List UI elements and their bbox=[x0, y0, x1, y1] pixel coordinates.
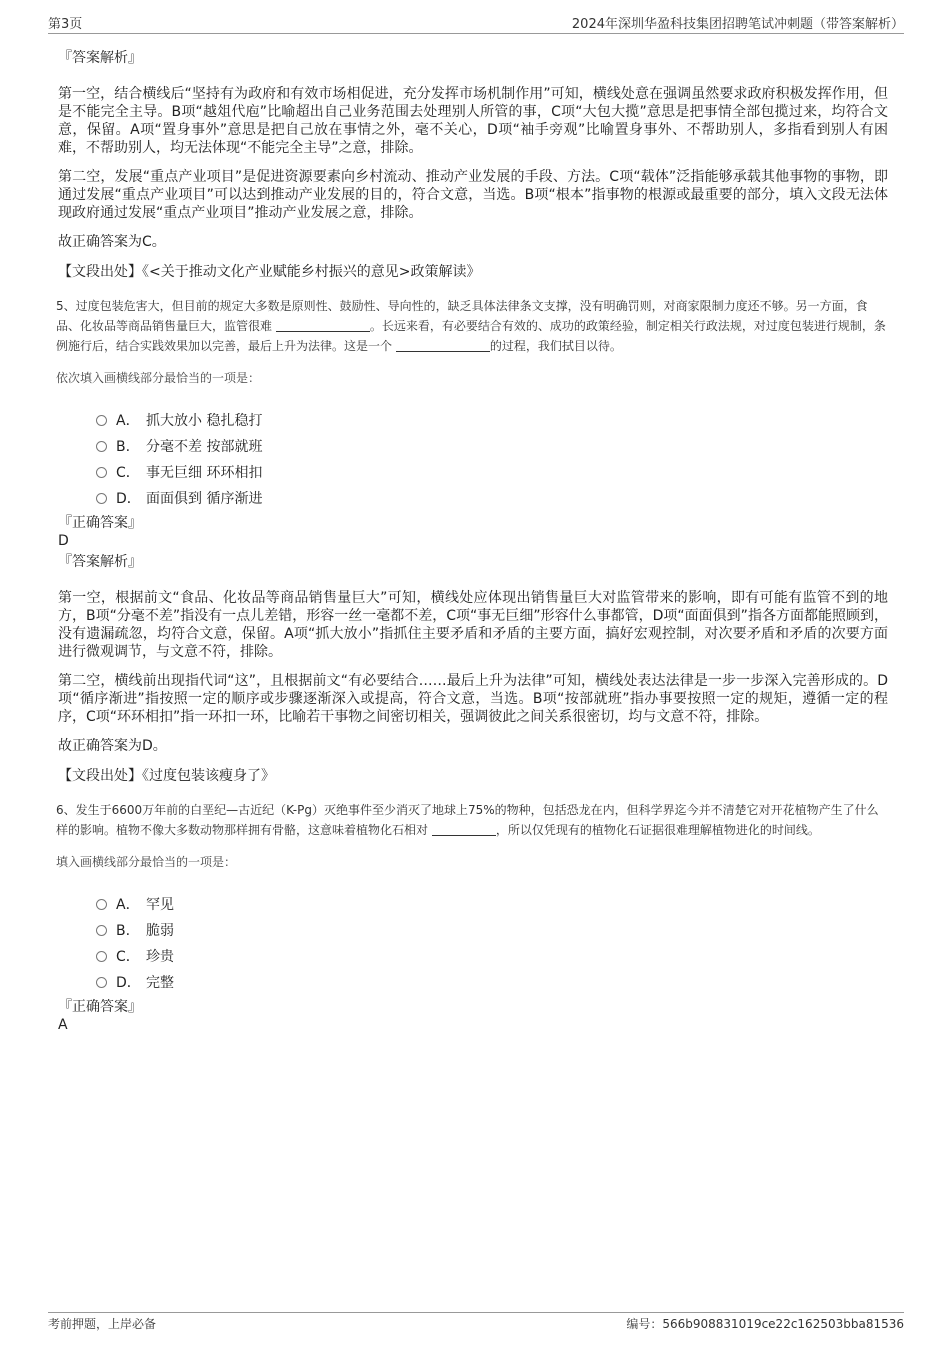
analysis-paragraph: 第二空，横线前出现指代词“这”，且根据前文“有必要结合……最后上升为法律”可知，横线处表达法律是一步一步深入完善形成的。D项“循序渐进”指按照一定的顺序或步骤逐渐深入或提高，符合文意，当选。B项“按部就班”指办事要按照一定的规矩，遵循一定的程序，C项“环环相扣”指一环扣一环，比喻若干事物之间密切相关，强调彼此之间关系很密切，均与文意不符，排除。 bbox=[58, 673, 888, 725]
correct-answer: A bbox=[58, 1017, 68, 1033]
radio-icon[interactable] bbox=[96, 951, 107, 962]
question-5-text: 5、过度包装危害大，但目前的规定大多数是原则性、鼓励性、导向性的，缺乏具体法律条文支撑，没有明确罚则，对商家限制力度还不够。另一方面，食品、化妆品等商品销售量巨大，监管很难 。长远来看，有必要结合有效的、成功的政策经验，制定相关行政法规，对过度包装进行规制，条例施行后，结合实践效果加以完善，最后上升为法律。这是一个 的过程，我们拭目以待。 bbox=[56, 299, 886, 353]
answer-conclusion: 故正确答案为D。 bbox=[58, 738, 167, 754]
option-b[interactable]: B. 脆弱 bbox=[96, 918, 888, 944]
passage-source: 【文段出处】《过度包装该瘦身了》 bbox=[58, 768, 275, 784]
page-footer bbox=[48, 1312, 904, 1333]
radio-icon[interactable] bbox=[96, 925, 107, 936]
radio-icon[interactable] bbox=[96, 467, 107, 478]
analysis-heading: 『答案解析』 bbox=[58, 50, 142, 66]
analysis-paragraph: 第二空，发展“重点产业项目”是促进资源要素向乡村流动、推动产业发展的手段、方法。C项“载体”泛指能够承载其他事物的事物，即通过发展“重点产业项目”可以达到推动产业发展的目的，符合文意，当选。B项“根本”指事物的根源或最重要的部分，填入文段无法体现政府通过发展“重点产业项目”推动产业发展之意，排除。 bbox=[58, 169, 888, 221]
fill-blank bbox=[276, 317, 370, 332]
radio-icon[interactable] bbox=[96, 899, 107, 910]
analysis-heading: 『答案解析』 bbox=[58, 554, 142, 570]
option-a[interactable]: A． 罕见 bbox=[96, 892, 888, 918]
analysis-paragraph: 第一空，结合横线后“坚持有为政府和有效市场相促进，充分发挥市场机制作用”可知，横线处意在强调虽然要求政府积极发挥作用，但是不能完全主导。B项“越俎代庖”比喻超出自己业务范围去处理别人所管的事，C项“大包大揽”意思是把事情全部包揽过来，均符合文意，保留。A项“置身事外”意思是把自己放在事情之外，毫不关心，D项“袖手旁观”比喻置身事外、不帮助别人，多指看到别人有困难，不帮助别人，均无法体现“不能完全主导”之意，排除。 bbox=[58, 86, 888, 156]
passage-source: 【文段出处】《<关于推动文化产业赋能乡村振兴的意见>政策解读》 bbox=[58, 264, 481, 280]
fill-blank bbox=[396, 337, 490, 352]
question-6-text: 6、发生于6600万年前的白垩纪—古近纪（K-Pg）灭绝事件至少消灭了地球上75%的物种，包括恐龙在内，但科学界迄今并不清楚它对开花植物产生了什么样的影响。植物不像大多数动物那样拥有骨骼，这意味着植物化石相对 ，所以仅凭现有的植物化石证据很难理解植物进化的时间线。 bbox=[56, 803, 879, 837]
option-d[interactable]: D． 面面俱到 循序渐进 bbox=[96, 486, 888, 512]
option-list bbox=[96, 408, 888, 512]
document-id: 编号：566b908831019ce22c162503bba81536 bbox=[626, 1317, 904, 1331]
question-instruction: 依次填入画横线部分最恰当的一项是： bbox=[56, 371, 261, 385]
correct-answer: D bbox=[58, 533, 69, 549]
correct-answer-label: 『正确答案』 bbox=[58, 515, 142, 531]
correct-answer-label: 『正确答案』 bbox=[58, 999, 142, 1015]
radio-icon[interactable] bbox=[96, 493, 107, 504]
page-content bbox=[58, 48, 888, 1044]
option-b[interactable]: B. 分毫不差 按部就班 bbox=[96, 434, 888, 460]
radio-icon[interactable] bbox=[96, 441, 107, 452]
option-c[interactable]: C． 珍贵 bbox=[96, 944, 888, 970]
question-instruction: 填入画横线部分最恰当的一项是： bbox=[56, 855, 237, 869]
page-header bbox=[48, 13, 904, 34]
option-d[interactable]: D． 完整 bbox=[96, 970, 888, 996]
analysis-paragraph: 第一空，根据前文“食品、化妆品等商品销售量巨大”可知，横线处应体现出销售量巨大对监管带来的影响，即有可能有监管不到的地方，B项“分毫不差”指没有一点儿差错，形容一丝一毫都不差，C项“事无巨细”形容什么事都管，D项“面面俱到”指各方面都能照顾到，没有遗漏疏忽，均符合文意，保留。A项“抓大放小”指抓住主要矛盾和矛盾的主要方面，搞好宏观控制，对次要矛盾和矛盾的次要方面进行微观调节，与文意不符，排除。 bbox=[58, 590, 888, 660]
radio-icon[interactable] bbox=[96, 415, 107, 426]
option-list bbox=[96, 892, 888, 996]
footer-slogan: 考前押题，上岸必备 bbox=[48, 1317, 157, 1331]
page-number: 第3页 bbox=[48, 17, 83, 32]
option-c[interactable]: C． 事无巨细 环环相扣 bbox=[96, 460, 888, 486]
option-a[interactable]: A． 抓大放小 稳扎稳打 bbox=[96, 408, 888, 434]
radio-icon[interactable] bbox=[96, 977, 107, 988]
answer-conclusion: 故正确答案为C。 bbox=[58, 234, 166, 250]
fill-blank bbox=[432, 821, 496, 836]
document-title: 2024年深圳华盈科技集团招聘笔试冲刺题（带答案解析） bbox=[571, 17, 904, 32]
